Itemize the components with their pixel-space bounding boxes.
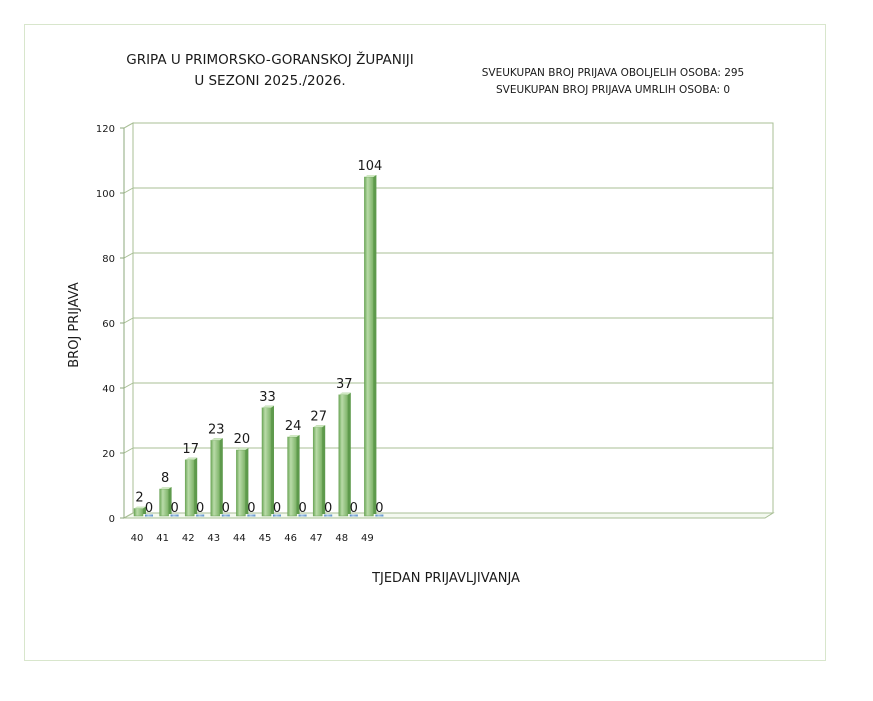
- x-axis-title: TJEDAN PRIJAVLJIVANJA: [372, 571, 520, 586]
- chart-subtitle: U SEZONI 2025./2026.: [194, 73, 346, 89]
- x-tick-label: 49: [361, 533, 374, 544]
- data-label-cases: 17: [182, 441, 199, 457]
- bar-cases: [288, 437, 297, 516]
- summary-deaths: SVEUKUPAN BROJ PRIJAVA UMRLIH OSOBA: 0: [495, 84, 731, 96]
- data-label-deaths: 0: [324, 501, 333, 516]
- bar-cases: [236, 450, 245, 516]
- gridline-side: [124, 383, 133, 388]
- data-label-deaths: 0: [170, 501, 179, 516]
- plot-area: [96, 123, 773, 544]
- data-label-deaths: 0: [298, 501, 307, 516]
- x-tick-label: 45: [258, 533, 272, 544]
- y-tick-label: 120: [95, 124, 115, 135]
- data-label-cases: 2: [135, 490, 144, 506]
- data-label-cases: 20: [233, 432, 251, 447]
- y-tick-label: 0: [108, 514, 115, 525]
- gridline-side: [124, 123, 133, 128]
- y-tick-label: 60: [102, 319, 115, 330]
- y-tick-label: 20: [102, 449, 115, 460]
- x-tick-label: 47: [309, 533, 323, 544]
- gridline-side: [124, 448, 133, 453]
- x-tick-label: 48: [335, 533, 349, 544]
- bar-cases: [313, 427, 322, 516]
- chart-title: GRIPA U PRIMORSKO-GORANSKOJ ŽUPANIJI: [126, 52, 414, 68]
- x-tick-label: 43: [207, 533, 221, 544]
- data-label-deaths: 0: [272, 501, 282, 516]
- bar-cases: [134, 509, 143, 517]
- bar-cases: [185, 460, 194, 516]
- gridline-side: [124, 253, 133, 258]
- x-tick-label: 41: [156, 533, 169, 544]
- y-tick-label: 80: [102, 254, 115, 265]
- bar-cases: [160, 489, 169, 516]
- y-axis-title: BROJ PRIJAVA: [67, 282, 82, 368]
- x-tick-label: 46: [284, 533, 297, 544]
- data-label-cases: 33: [259, 389, 276, 405]
- data-label-cases: 27: [310, 409, 327, 425]
- data-label-cases: 24: [284, 419, 302, 434]
- data-label-deaths: 0: [196, 501, 205, 516]
- y-tick-label: 40: [102, 384, 115, 395]
- bar-cases: [262, 408, 271, 516]
- bar-cases: [339, 395, 348, 516]
- data-label-deaths: 0: [349, 501, 358, 516]
- summary-cases: SVEUKUPAN BROJ PRIJAVA OBOLJELIH OSOBA: 295: [481, 67, 745, 79]
- data-label-deaths: 0: [247, 501, 256, 516]
- data-label-cases: 8: [160, 471, 170, 486]
- x-tick-label: 42: [181, 533, 195, 544]
- gridline-side: [124, 318, 133, 323]
- x-tick-label: 44: [233, 533, 246, 544]
- y-tick-label: 100: [95, 189, 115, 200]
- data-label-cases: 23: [208, 422, 225, 438]
- data-label-cases: 37: [336, 376, 353, 392]
- x-tick-label: 40: [130, 533, 144, 544]
- bar-cases: [364, 177, 373, 516]
- gridline-side: [124, 188, 133, 193]
- data-label-cases: 104: [357, 159, 383, 174]
- data-label-deaths: 0: [221, 501, 230, 516]
- bar-cases: [211, 440, 220, 516]
- data-label-deaths: 0: [375, 501, 384, 516]
- data-label-deaths: 0: [144, 501, 154, 516]
